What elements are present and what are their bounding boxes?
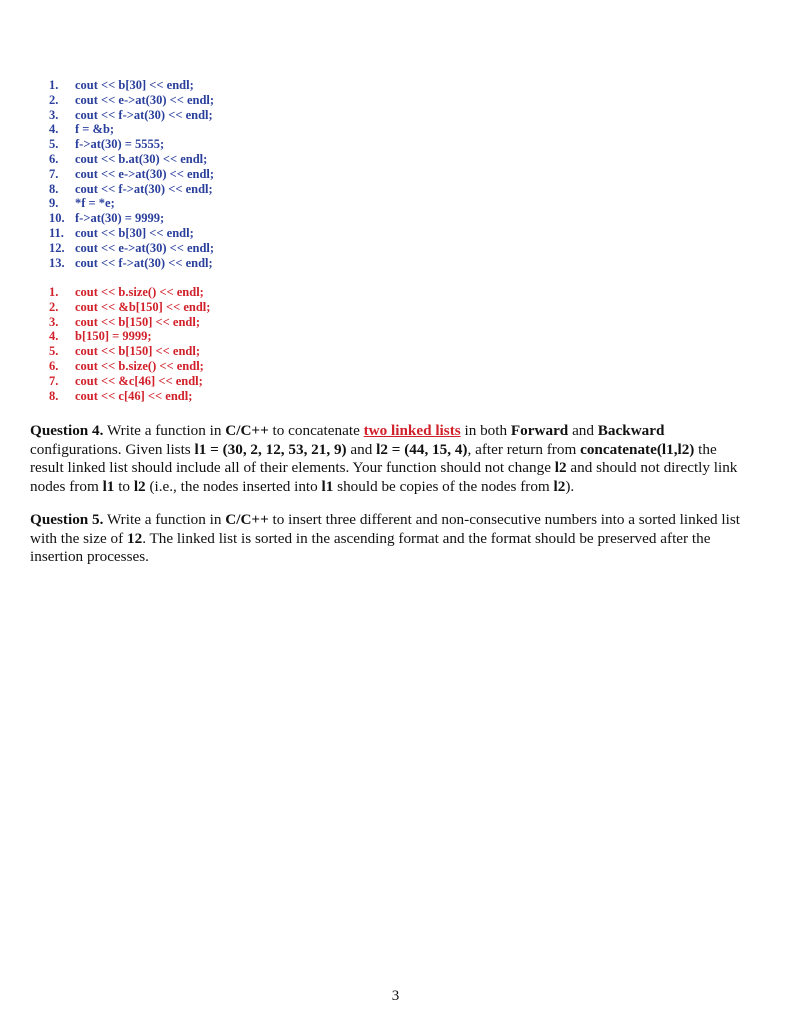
question-5-label: Question 5. (30, 511, 104, 528)
code-text: b[150] = 9999; (75, 329, 152, 344)
line-number: 4. (49, 329, 59, 344)
code-line (49, 226, 214, 241)
question-4-text: and (346, 440, 377, 458)
code-line (49, 374, 210, 389)
code-line (49, 152, 214, 167)
line-number: 4. (49, 122, 59, 137)
question-4-text: configurations. Given lists (30, 440, 195, 458)
code-line (49, 315, 210, 330)
question-4-text: the result linked list should include all of their elements. Your function should not change (30, 440, 717, 476)
code-text: cout << b[150] << endl; (75, 344, 201, 359)
question-4 (30, 422, 746, 496)
code-text: cout << &c[46] << endl; (75, 373, 203, 388)
code-text: cout << b[150] << endl; (75, 314, 201, 329)
line-number: 8. (49, 181, 59, 196)
list-l2-definition: l2 = (44, 15, 4) (376, 440, 468, 458)
code-text: cout << f->at(30) << endl; (75, 255, 213, 270)
code-line (49, 167, 214, 182)
question-4-label: Question 4. (30, 422, 104, 439)
question-4-text: and (568, 422, 598, 439)
code-line (49, 344, 210, 359)
code-text: cout << e->at(30) << endl; (75, 92, 215, 107)
code-text: cout << e->at(30) << endl; (75, 166, 215, 181)
code-line (49, 285, 210, 300)
code-text: f->at(30) = 5555; (75, 137, 165, 152)
code-text: cout << &b[150] << endl; (75, 299, 211, 314)
code-line (49, 241, 214, 256)
question-4-text: in both (460, 422, 511, 439)
question-5-text: . The linked list is sorted in the ascending format and the format should be preserved after the insertion processes. (30, 529, 711, 565)
code-text: cout << b.size() << endl; (75, 358, 204, 373)
code-line (49, 211, 214, 226)
code-line (49, 137, 214, 152)
line-number: 10. (49, 211, 65, 226)
line-number: 2. (49, 299, 59, 314)
code-line (49, 300, 210, 315)
code-text: cout << e->at(30) << endl; (75, 240, 215, 255)
line-number: 6. (49, 151, 59, 166)
question-4-text: , after return from (467, 440, 581, 458)
code-line (49, 256, 214, 271)
line-number: 3. (49, 314, 59, 329)
emphasis-two-linked-lists: two linked lists (363, 422, 461, 439)
code-line (49, 389, 210, 404)
line-number: 12. (49, 240, 65, 255)
code-text: f->at(30) = 9999; (75, 211, 165, 226)
line-number: 5. (49, 344, 59, 359)
language-name: C/C++ (225, 422, 269, 439)
question-4-text: to concatenate (268, 422, 364, 439)
question-4-text: (i.e., the nodes inserted into (145, 477, 322, 495)
line-number: 9. (49, 196, 59, 211)
line-number: 2. (49, 92, 59, 107)
backward-term: Backward (597, 422, 665, 439)
line-number: 1. (49, 78, 59, 92)
question-5-text: Write a function in (103, 511, 226, 528)
code-text: cout << f->at(30) << endl; (75, 181, 213, 196)
line-number: 3. (49, 107, 59, 122)
line-number: 5. (49, 137, 59, 152)
code-line (49, 182, 214, 197)
code-line (49, 122, 214, 137)
list-l2-ref: l2 (554, 459, 567, 476)
list-l1-definition: l1 = (30, 2, 12, 53, 21, 9) (194, 440, 347, 458)
code-text: cout << b[30] << endl; (75, 78, 194, 92)
function-call: concatenate(l1,l2) (580, 440, 695, 458)
question-4-text: and should not directly link nodes from (30, 459, 738, 495)
question-4-text: should be copies of the nodes from (333, 477, 554, 495)
code-text: *f = *e; (75, 196, 115, 211)
list-l2-ref: l2 (133, 477, 146, 495)
code-line (49, 329, 210, 344)
list-l2-ref: l2 (553, 477, 566, 495)
question-4-text: ). (565, 477, 575, 495)
code-text: cout << f->at(30) << endl; (75, 107, 213, 122)
code-text: f = &b; (75, 122, 115, 137)
list-l1-ref: l1 (321, 477, 334, 495)
code-listing-blue (49, 78, 214, 270)
code-line (49, 93, 214, 108)
code-line (49, 78, 214, 93)
code-line (49, 359, 210, 374)
list-l1-ref: l1 (102, 477, 115, 495)
line-number: 7. (49, 166, 59, 181)
question-5-text: to insert three different and non-consecutive numbers into a sorted linked list with the size of (30, 511, 740, 547)
code-line (49, 196, 214, 211)
line-number: 6. (49, 358, 59, 373)
page-number: 3 (391, 988, 400, 1004)
question-5 (30, 511, 746, 567)
code-text: cout << b[30] << endl; (75, 225, 194, 240)
question-4-text: to (114, 477, 134, 495)
code-text: cout << c[46] << endl; (75, 388, 193, 403)
language-name: C/C++ (225, 511, 269, 528)
line-number: 11. (49, 225, 64, 240)
code-listing-red (49, 285, 210, 403)
line-number: 13. (49, 255, 65, 270)
line-number: 7. (49, 373, 59, 388)
code-text: cout << b.size() << endl; (75, 285, 204, 299)
list-size: 12 (127, 529, 143, 547)
line-number: 8. (49, 388, 59, 403)
forward-term: Forward (510, 422, 569, 439)
question-4-text: Write a function in (103, 422, 226, 439)
code-line (49, 108, 214, 123)
line-number: 1. (49, 285, 59, 299)
code-text: cout << b.at(30) << endl; (75, 151, 208, 166)
